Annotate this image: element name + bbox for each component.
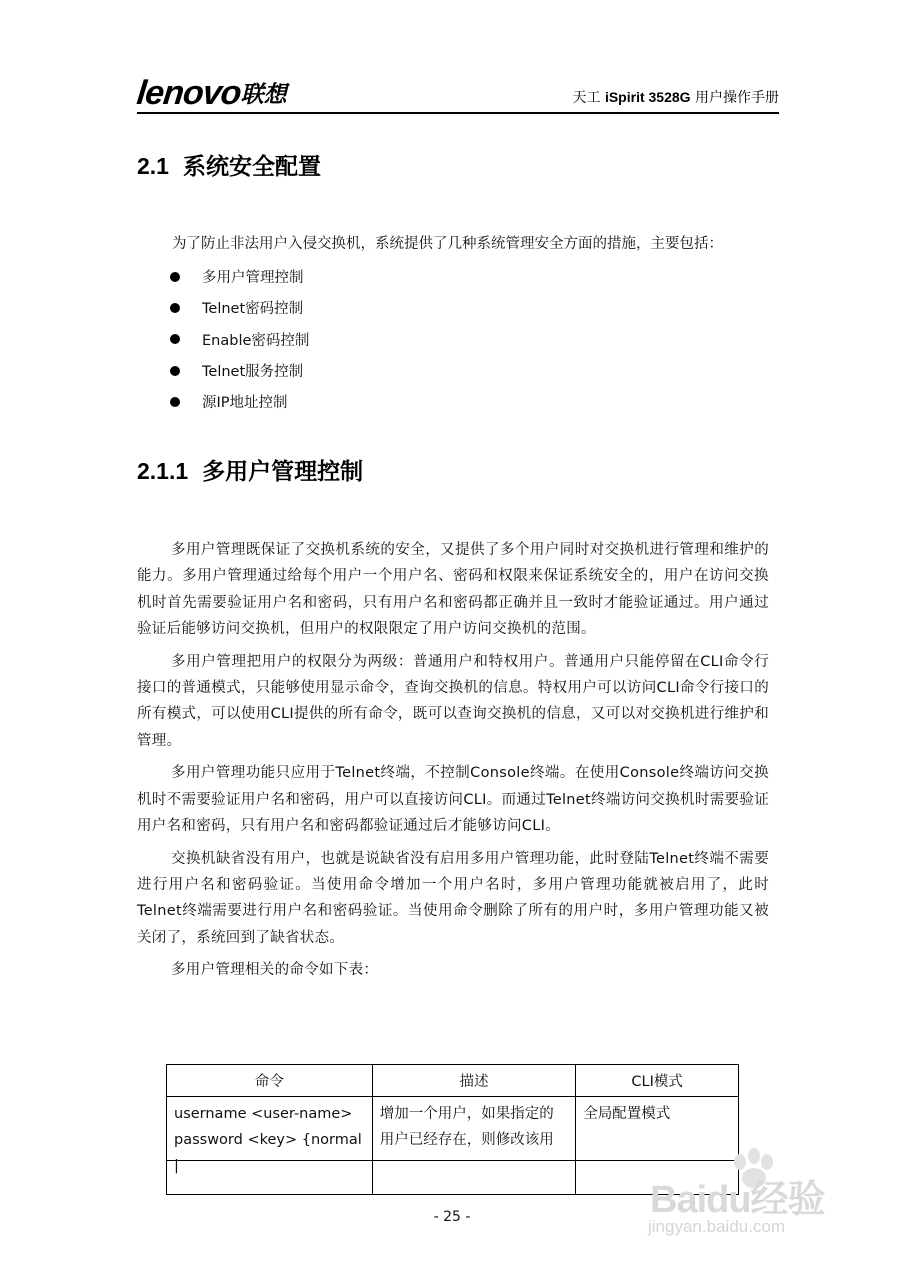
watermark-url: jingyan.baidu.com: [648, 1217, 786, 1236]
list-item-label: Enable密码控制: [202, 332, 310, 349]
section-title: 系统安全配置: [182, 154, 321, 180]
bullet-icon: [170, 272, 180, 282]
bullet-icon: [170, 334, 180, 344]
list-item-label: Telnet密码控制: [202, 301, 304, 318]
list-item: [168, 261, 309, 292]
measures-list: [168, 261, 309, 417]
subsection-heading: [137, 455, 363, 488]
list-item-label: Telnet服务控制: [202, 364, 304, 381]
cell-command: [167, 1097, 373, 1195]
cell-cli-mode: 全局配置模式: [576, 1097, 739, 1195]
paragraph: 多用户管理把用户的权限分为两级：普通用户和特权用户。普通用户只能停留在CLI命令行接口的普通模式，只能够使用显示命令，查询交换机的信息。特权用户可以访问CLI命令行接口的所有模式，可以使用CLI提供的所有命令，既可以查询交换机的信息，又可以对交换机进行维护和管理。: [137, 653, 769, 749]
list-item-label: 源IP地址控制: [202, 395, 288, 412]
section-intro: 为了防止非法用户入侵交换机，系统提供了几种系统管理安全方面的措施，主要包括：: [172, 236, 723, 252]
document-title: [573, 88, 780, 107]
bullet-icon: [170, 303, 180, 313]
subsection-title: 多用户管理控制: [202, 459, 364, 485]
logo-text-en: lenovo: [135, 74, 243, 112]
page-number: - 25 -: [433, 1209, 471, 1225]
paragraph: 多用户管理既保证了交换机系统的安全，又提供了多个用户同时对交换机进行管理和维护的能力。多用户管理通过给每个用户一个用户名、密码和权限来保证系统安全的，用户在访问交换机时首先需要验证用户名和密码，只有用户名和密码都正确并且一致时才能验证通过。用户通过验证后能够访问交换机，但用户的权限限定了用户访问交换机的范围。: [137, 542, 769, 637]
subsection-number: 2.1.1: [137, 458, 189, 484]
command-line: password <key> {normal |: [174, 1132, 362, 1174]
cell-description: [372, 1097, 576, 1195]
column-header-cli-mode: CLI模式: [576, 1065, 739, 1097]
description-line: 增加一个用户，如果指定的: [379, 1106, 554, 1122]
paragraph: 多用户管理功能只应用于Telnet终端，不控制Console终端。在使用Console终端访问交换机时不需要验证用户名和密码，用户可以直接访问CLI。而通过Telnet终端访问交换机时需要验证用户名和密码，只有用户名和密码都验证通过后才能够访问CLI。: [137, 765, 769, 834]
paragraph: 多用户管理相关的命令如下表：: [171, 962, 379, 979]
list-item-label: 多用户管理控制: [202, 270, 304, 287]
section-heading: [137, 150, 321, 183]
title-suffix: 用户操作手册: [690, 90, 779, 106]
column-header-command: 命令: [167, 1065, 373, 1097]
command-line: username <user-name>: [174, 1106, 353, 1122]
list-item: [168, 355, 309, 386]
logo-text-cn: 联想: [240, 82, 287, 108]
bullet-icon: [170, 397, 180, 407]
title-prefix: 天工: [572, 90, 605, 106]
column-header-description: 描述: [372, 1065, 576, 1097]
section-number: 2.1: [137, 153, 169, 179]
lenovo-logo: [137, 76, 287, 110]
table-header-row: [167, 1065, 739, 1097]
page-header: [137, 74, 779, 114]
paragraph: 交换机缺省没有用户，也就是说缺省没有启用多用户管理功能，此时登陆Telnet终端不需要进行用户名和密码验证。当使用命令增加一个用户名时，多用户管理功能就被启用了，此时Telnet终端需要进行用户名和密码验证。当使用命令删除了所有的用户时，多用户管理功能又被关闭了，系统回到了缺省状态。: [137, 850, 769, 946]
title-model: iSpirit 3528G: [604, 89, 691, 105]
subsection-body: [137, 537, 769, 990]
bullet-icon: [170, 366, 180, 376]
watermark-brand: Baidu经验: [650, 1179, 825, 1221]
description-line: 用户已经存在，则修改该用: [379, 1132, 554, 1148]
list-item: [168, 292, 309, 323]
list-item: [168, 386, 309, 417]
list-item: [168, 324, 309, 355]
